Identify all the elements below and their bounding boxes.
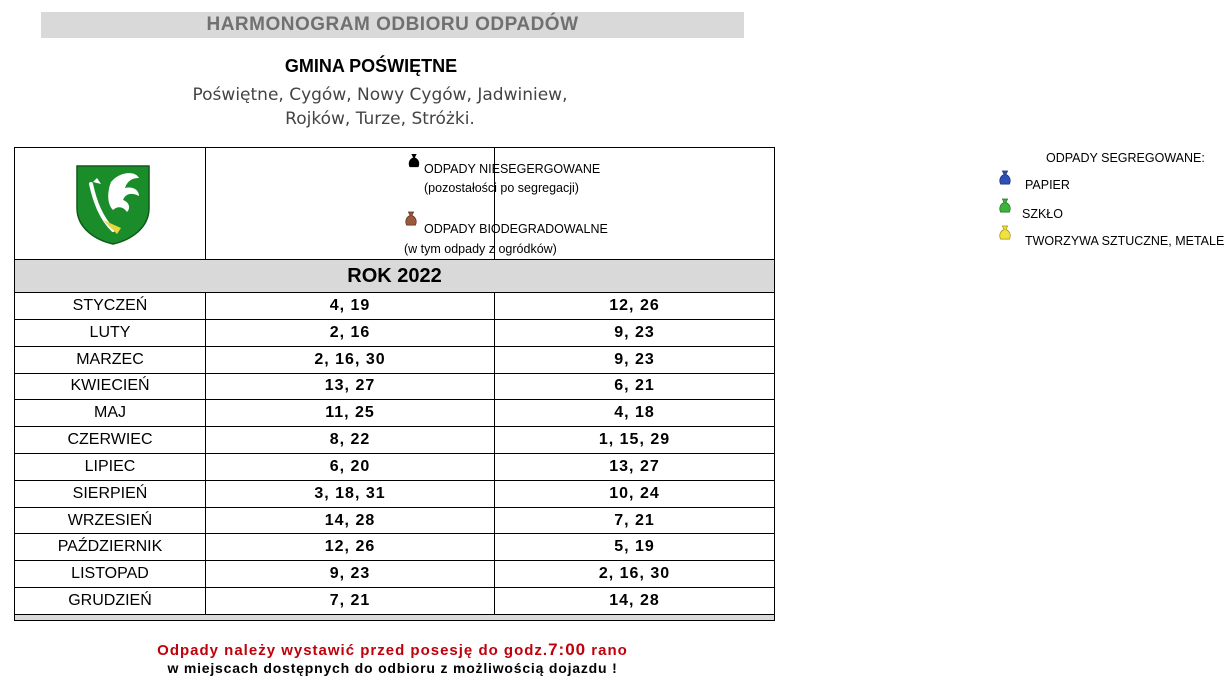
mixed-dates: 13, 27 [206, 373, 495, 400]
month-name: PAŹDZIERNIK [15, 534, 206, 561]
legend-segregated-header: ODPADY SEGREGOWANE: [1046, 151, 1205, 165]
notice-time: 7:00 [548, 640, 587, 659]
month-name: LIPIEC [15, 454, 206, 481]
notice-line-2: w miejscach dostępnych do odbioru z możliwością dojazdu ! [167, 660, 618, 676]
segregated-dates: 12, 26 [495, 293, 775, 320]
legend-mixed-bio [206, 148, 608, 260]
logo-cell [15, 148, 206, 260]
blue-bag-icon [998, 170, 1012, 186]
legend-paper: PAPIER [1025, 178, 1070, 192]
legend-glass: SZKŁO [1022, 207, 1063, 221]
segregated-dates: 9, 23 [495, 319, 775, 346]
segregated-dates: 5, 19 [495, 534, 775, 561]
legend-mixed-label: ODPADY NIESEGERGOWANE [424, 162, 601, 176]
mixed-dates: 3, 18, 31 [206, 480, 495, 507]
places-line-1: Poświętne, Cygów, Nowy Cygów, Jadwiniew, [192, 85, 568, 105]
month-row [15, 507, 775, 534]
table-footer [15, 614, 775, 620]
month-row [15, 400, 775, 427]
notice-line-1 [0, 640, 785, 660]
month-name: LUTY [15, 319, 206, 346]
mixed-dates: 9, 23 [206, 561, 495, 588]
segregated-dates: 2, 16, 30 [495, 561, 775, 588]
segregated-dates: 13, 27 [495, 454, 775, 481]
month-row [15, 373, 775, 400]
month-name: MARZEC [15, 346, 206, 373]
mixed-dates: 8, 22 [206, 427, 495, 454]
segregated-dates: 4, 18 [495, 400, 775, 427]
legend-segregated [495, 148, 1224, 260]
mixed-dates: 7, 21 [206, 588, 495, 615]
month-name: CZERWIEC [15, 427, 206, 454]
month-name: GRUDZIEŃ [15, 588, 206, 615]
mixed-dates: 14, 28 [206, 507, 495, 534]
yellow-bag-icon [998, 225, 1012, 241]
schedule-table [14, 147, 1224, 621]
segregated-dates: 1, 15, 29 [495, 427, 775, 454]
month-row [15, 534, 775, 561]
month-row [15, 480, 775, 507]
year-row [15, 260, 775, 293]
places-line-2: Rojków, Turze, Stróżki. [285, 109, 475, 129]
month-row [15, 454, 775, 481]
month-row [15, 561, 775, 588]
mixed-dates: 6, 20 [206, 454, 495, 481]
month-name: SIERPIEŃ [15, 480, 206, 507]
month-name: MAJ [15, 400, 206, 427]
month-name: STYCZEŃ [15, 293, 206, 320]
month-name: WRZESIEŃ [15, 507, 206, 534]
mixed-dates: 4, 19 [206, 293, 495, 320]
segregated-dates: 6, 21 [495, 373, 775, 400]
municipal-coat-of-arms [73, 162, 153, 246]
green-bag-icon [998, 198, 1012, 214]
gmina-heading: GMINA POŚWIĘTNE [284, 56, 458, 76]
mixed-dates: 11, 25 [206, 400, 495, 427]
month-row [15, 588, 775, 615]
legend-bio-label: ODPADY BIODEGRADOWALNE [424, 222, 608, 236]
month-name: LISTOPAD [15, 561, 206, 588]
mixed-dates: 2, 16, 30 [206, 346, 495, 373]
month-row [15, 346, 775, 373]
segregated-dates: 7, 21 [495, 507, 775, 534]
legend-plastic: TWORZYWA SZTUCZNE, METALE [1025, 234, 1224, 248]
mixed-dates: 2, 16 [206, 319, 495, 346]
segregated-dates: 14, 28 [495, 588, 775, 615]
brown-bag-icon [404, 211, 418, 227]
page-title: HARMONOGRAM ODBIORU ODPADÓW [41, 12, 744, 38]
month-name: KWIECIEŃ [15, 373, 206, 400]
black-bag-icon [407, 153, 421, 169]
legend-row [15, 148, 775, 260]
month-row [15, 319, 775, 346]
notice-text-b: rano [586, 642, 628, 659]
legend-bio-note: (w tym odpady z ogródków) [404, 242, 557, 256]
notice-text-a: Odpady należy wystawić przed posesję do godz. [157, 642, 549, 659]
segregated-dates: 10, 24 [495, 480, 775, 507]
legend-mixed-note: (pozostałości po segregacji) [424, 181, 579, 195]
segregated-dates: 9, 23 [495, 346, 775, 373]
year-label: ROK 2022 [15, 260, 775, 293]
month-row [15, 427, 775, 454]
places-list [0, 83, 760, 131]
mixed-dates: 12, 26 [206, 534, 495, 561]
month-row [15, 293, 775, 320]
